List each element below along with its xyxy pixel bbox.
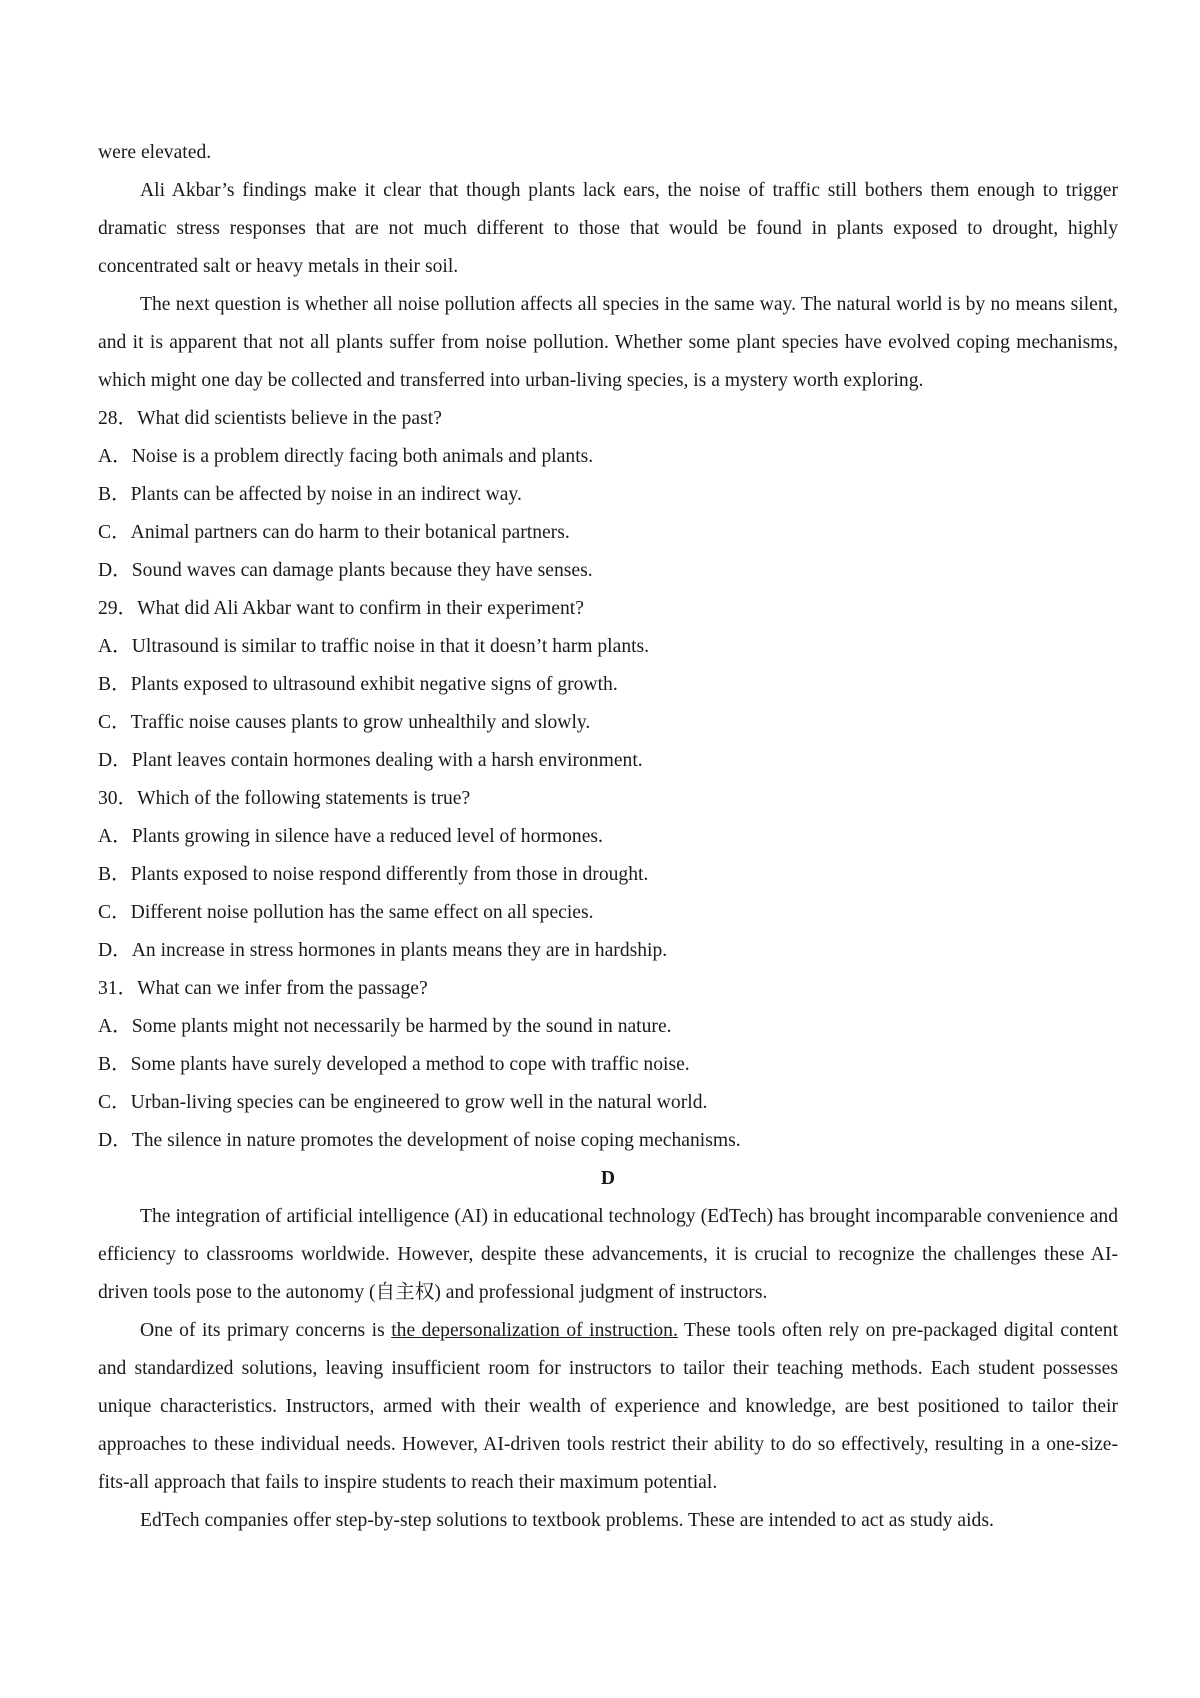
exam-page bbox=[98, 134, 1118, 1540]
passage-c-fragment: were elevated. bbox=[98, 142, 212, 163]
option-d: D．The silence in nature promotes the development of noise coping mechanisms. bbox=[98, 1130, 741, 1151]
question-stem: 31．What can we infer from the passage? bbox=[98, 978, 428, 999]
question-31 bbox=[98, 970, 1118, 1160]
option-b: B．Plants exposed to noise respond differently from those in drought. bbox=[98, 864, 649, 885]
option-a: A．Ultrasound is similar to traffic noise in that it doesn’t harm plants. bbox=[98, 636, 650, 657]
passage-c-paragraph-findings: Ali Akbar’s findings make it clear that though plants lack ears, the noise of traffic still bothers them enough to trigger dramatic stress responses that are not much different to those that would be found in plants exposed to drought, highly concentrated salt or heavy metals in their soil. bbox=[98, 180, 1118, 277]
question-stem: 29．What did Ali Akbar want to confirm in their experiment? bbox=[98, 598, 584, 619]
underlined-phrase: the depersonalization of instruction. bbox=[391, 1320, 678, 1341]
passage-d-paragraph-3: EdTech companies offer step-by-step solutions to textbook problems. These are intended to act as study aids. bbox=[140, 1510, 994, 1531]
option-b: B．Plants exposed to ultrasound exhibit negative signs of growth. bbox=[98, 674, 618, 695]
option-a: A．Some plants might not necessarily be harmed by the sound in nature. bbox=[98, 1016, 672, 1037]
option-b: B．Plants can be affected by noise in an indirect way. bbox=[98, 484, 522, 505]
passage-c-paragraph-next-question: The next question is whether all noise pollution affects all species in the same way. The natural world is by no means silent, and it is apparent that not all plants suffer from noise pollution. Whether some plant species have evolved coping mechanisms, which might one day be collected and transferred into urban-living species, is a mystery worth exploring. bbox=[98, 294, 1118, 391]
option-c: C．Different noise pollution has the same effect on all species. bbox=[98, 902, 594, 923]
option-c: C．Urban-living species can be engineered to grow well in the natural world. bbox=[98, 1092, 708, 1113]
option-b: B．Some plants have surely developed a method to cope with traffic noise. bbox=[98, 1054, 690, 1075]
option-d: D．An increase in stress hormones in plants means they are in hardship. bbox=[98, 940, 668, 961]
question-stem: 30．Which of the following statements is true? bbox=[98, 788, 471, 809]
option-c: C．Traffic noise causes plants to grow unhealthily and slowly. bbox=[98, 712, 591, 733]
option-d: D．Sound waves can damage plants because they have senses. bbox=[98, 560, 593, 581]
question-stem: 28．What did scientists believe in the past? bbox=[98, 408, 442, 429]
option-c: C．Animal partners can do harm to their botanical partners. bbox=[98, 522, 570, 543]
option-d: D．Plant leaves contain hormones dealing with a harsh environment. bbox=[98, 750, 643, 771]
option-a: A．Plants growing in silence have a reduced level of hormones. bbox=[98, 826, 603, 847]
section-heading-d: D bbox=[600, 1168, 616, 1189]
passage-d-paragraph-1: The integration of artificial intelligence (AI) in educational technology (EdTech) has brought incomparable convenience and efficiency to classrooms worldwide. However, despite these advancements, it is crucial to recognize the challenges these AI-driven tools pose to the autonomy (自主权) and professional judgment of instructors. bbox=[98, 1206, 1118, 1303]
paragraph-body-text: These tools often rely on pre-packaged digital content and standardized solutions, leaving insufficient room for instructors to tailor their teaching methods. Each student possesses unique characteristics. Instructors, armed with their wealth of experience and knowledge, are best positioned to tailor their approaches to these individual needs. However, AI-driven tools restrict their ability to do so effectively, resulting in a one-size-fits-all approach that fails to inspire students to reach their maximum potential. bbox=[98, 1320, 1119, 1493]
paragraph-lead-text: One of its primary concerns is bbox=[140, 1320, 392, 1341]
question-29 bbox=[98, 590, 1118, 780]
question-30 bbox=[98, 780, 1118, 970]
passage-d-paragraph-2 bbox=[98, 1312, 1118, 1502]
question-28 bbox=[98, 400, 1118, 590]
option-a: A．Noise is a problem directly facing both animals and plants. bbox=[98, 446, 594, 467]
